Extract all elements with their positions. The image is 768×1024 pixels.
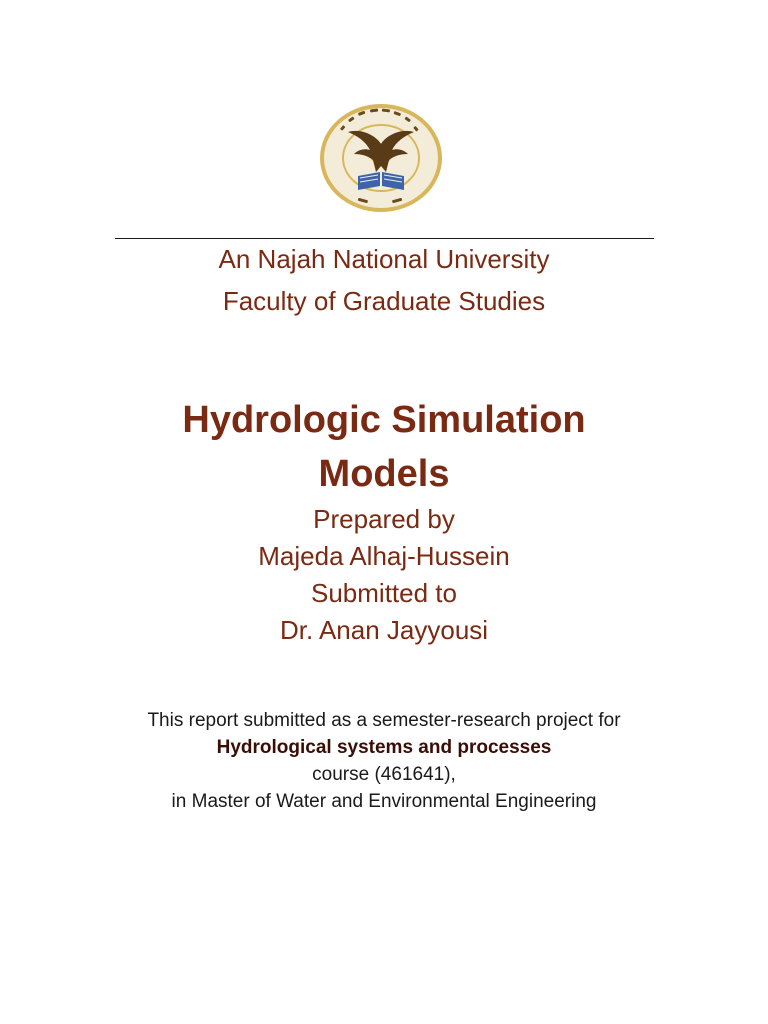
course-name: Hydrological systems and processes [216,737,552,758]
course-code: course (461641), [312,764,456,785]
submitted-to-label: Submitted to [311,578,457,608]
report-title-line-2: Models [318,453,450,495]
header-divider [115,238,654,239]
program-name: in Master of Water and Environmental Engineering [171,791,597,812]
university-seal-logo [318,102,444,214]
university-name: An Najah National University [218,244,550,274]
author-name: Majeda Alhaj-Hussein [258,541,510,571]
prepared-by-label: Prepared by [313,504,455,534]
report-description: This report submitted as a semester-research project for [147,710,621,731]
report-title-line-1: Hydrologic Simulation [182,399,586,441]
supervisor-name: Dr. Anan Jayyousi [279,615,489,645]
faculty-name: Faculty of Graduate Studies [222,286,546,316]
